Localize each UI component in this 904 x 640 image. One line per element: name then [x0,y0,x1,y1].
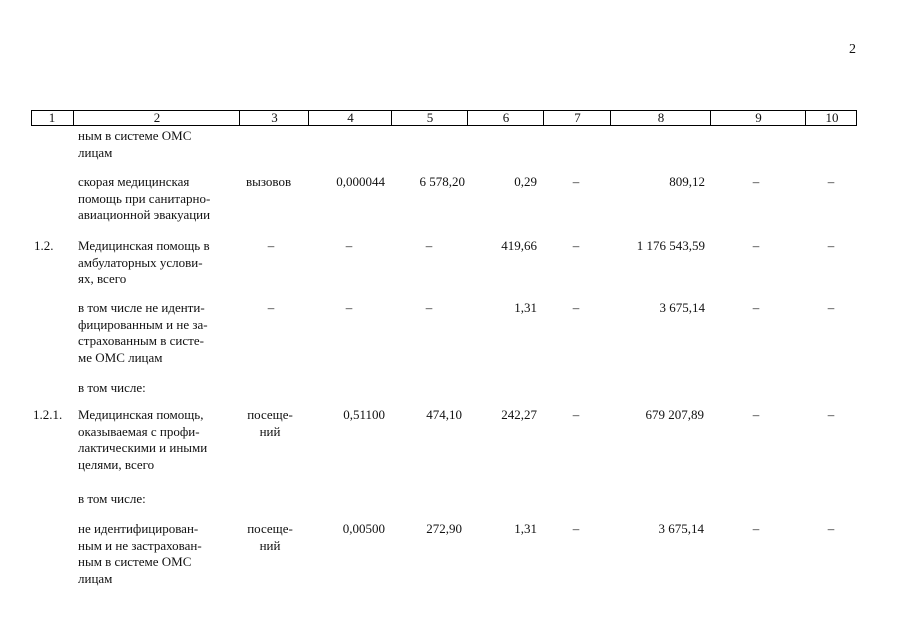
row-6-col-4: 0,51100 [343,407,385,422]
row-8-unit: посеще- ний [247,521,293,553]
header-col-7: 7 [543,111,611,125]
row-6-col-6: 242,27 [501,407,537,422]
row-2-col-5: 6 578,20 [419,174,465,189]
row-3-col-10: – [827,238,835,253]
row-2-description: скорая медицинская помощь при санитарно- авиационной эвакуации [78,174,211,222]
row-4-col-8: 3 675,14 [659,300,705,315]
row-4-col-10: – [827,300,835,315]
row-8-col-6: 1,31 [514,521,537,536]
row-8-col-5: 272,90 [426,521,462,536]
row-2-col-9: – [752,174,760,189]
row-8-col-4: 0,00500 [342,521,385,536]
row-3-col-7: – [572,238,580,253]
row-2-unit: вызовов [246,174,292,189]
row-6-description: Медицинская помощь, оказываемая с профи- лактическими и иными целями, всего [78,407,208,472]
row-4-col-6: 1,31 [514,300,537,315]
row-6-col-10: – [827,407,835,422]
row-4-col-9: – [752,300,760,315]
header-col-4: 4 [308,111,392,125]
row-2-col-4: 0,000044 [336,174,385,189]
row-4-col-7: – [572,300,580,315]
row-8-col-10: – [827,521,835,536]
header-col-2: 2 [73,111,240,125]
row-2-col-7: – [572,174,580,189]
row-4-description: в том числе не иденти- фицированным и не за- страхованным в систе- ме ОМС лицам [78,300,208,365]
row-4-col-5: – [425,300,433,315]
row-8-description: не идентифицирован- ным и не застрахован- ным в системе ОМС лицам [78,521,202,586]
header-col-1: 1 [48,110,56,125]
row-3-number: 1.2. [34,238,54,253]
row-2-col-6: 0,29 [514,174,537,189]
header-col-3: 3 [239,111,309,125]
row-6-col-8: 679 207,89 [645,407,704,422]
header-col-8: 8 [610,111,711,125]
row-1-description: ным в системе ОМС лицам [78,128,192,160]
header-col-6: 6 [467,111,544,125]
row-3-col-6: 419,66 [501,238,537,253]
row-5-description: в том числе: [78,380,146,395]
table-header [31,110,857,126]
row-2-col-10: – [827,174,835,189]
row-4-unit: – [267,300,275,315]
row-3-col-4: – [345,238,353,253]
row-8-col-7: – [572,521,580,536]
header-col-10: 10 [805,111,858,125]
row-6-col-7: – [572,407,580,422]
row-2-col-8: 809,12 [669,174,705,189]
page-number: 2 [849,42,856,57]
row-7-description: в том числе: [78,491,146,506]
row-3-col-8: 1 176 543,59 [636,238,705,253]
header-col-5: 5 [391,111,468,125]
row-8-col-9: – [752,521,760,536]
row-8-col-8: 3 675,14 [658,521,704,536]
row-3-col-5: – [425,238,433,253]
row-3-description: Медицинская помощь в амбулаторных услови- ях, всего [78,238,210,286]
row-3-col-9: – [752,238,760,253]
row-6-unit: посеще- ний [247,407,293,439]
row-6-col-5: 474,10 [426,407,462,422]
row-6-number: 1.2.1. [33,407,63,422]
row-4-col-4: – [345,300,353,315]
header-col-9: 9 [710,111,806,125]
row-6-col-9: – [752,407,760,422]
row-3-unit: – [267,238,275,253]
